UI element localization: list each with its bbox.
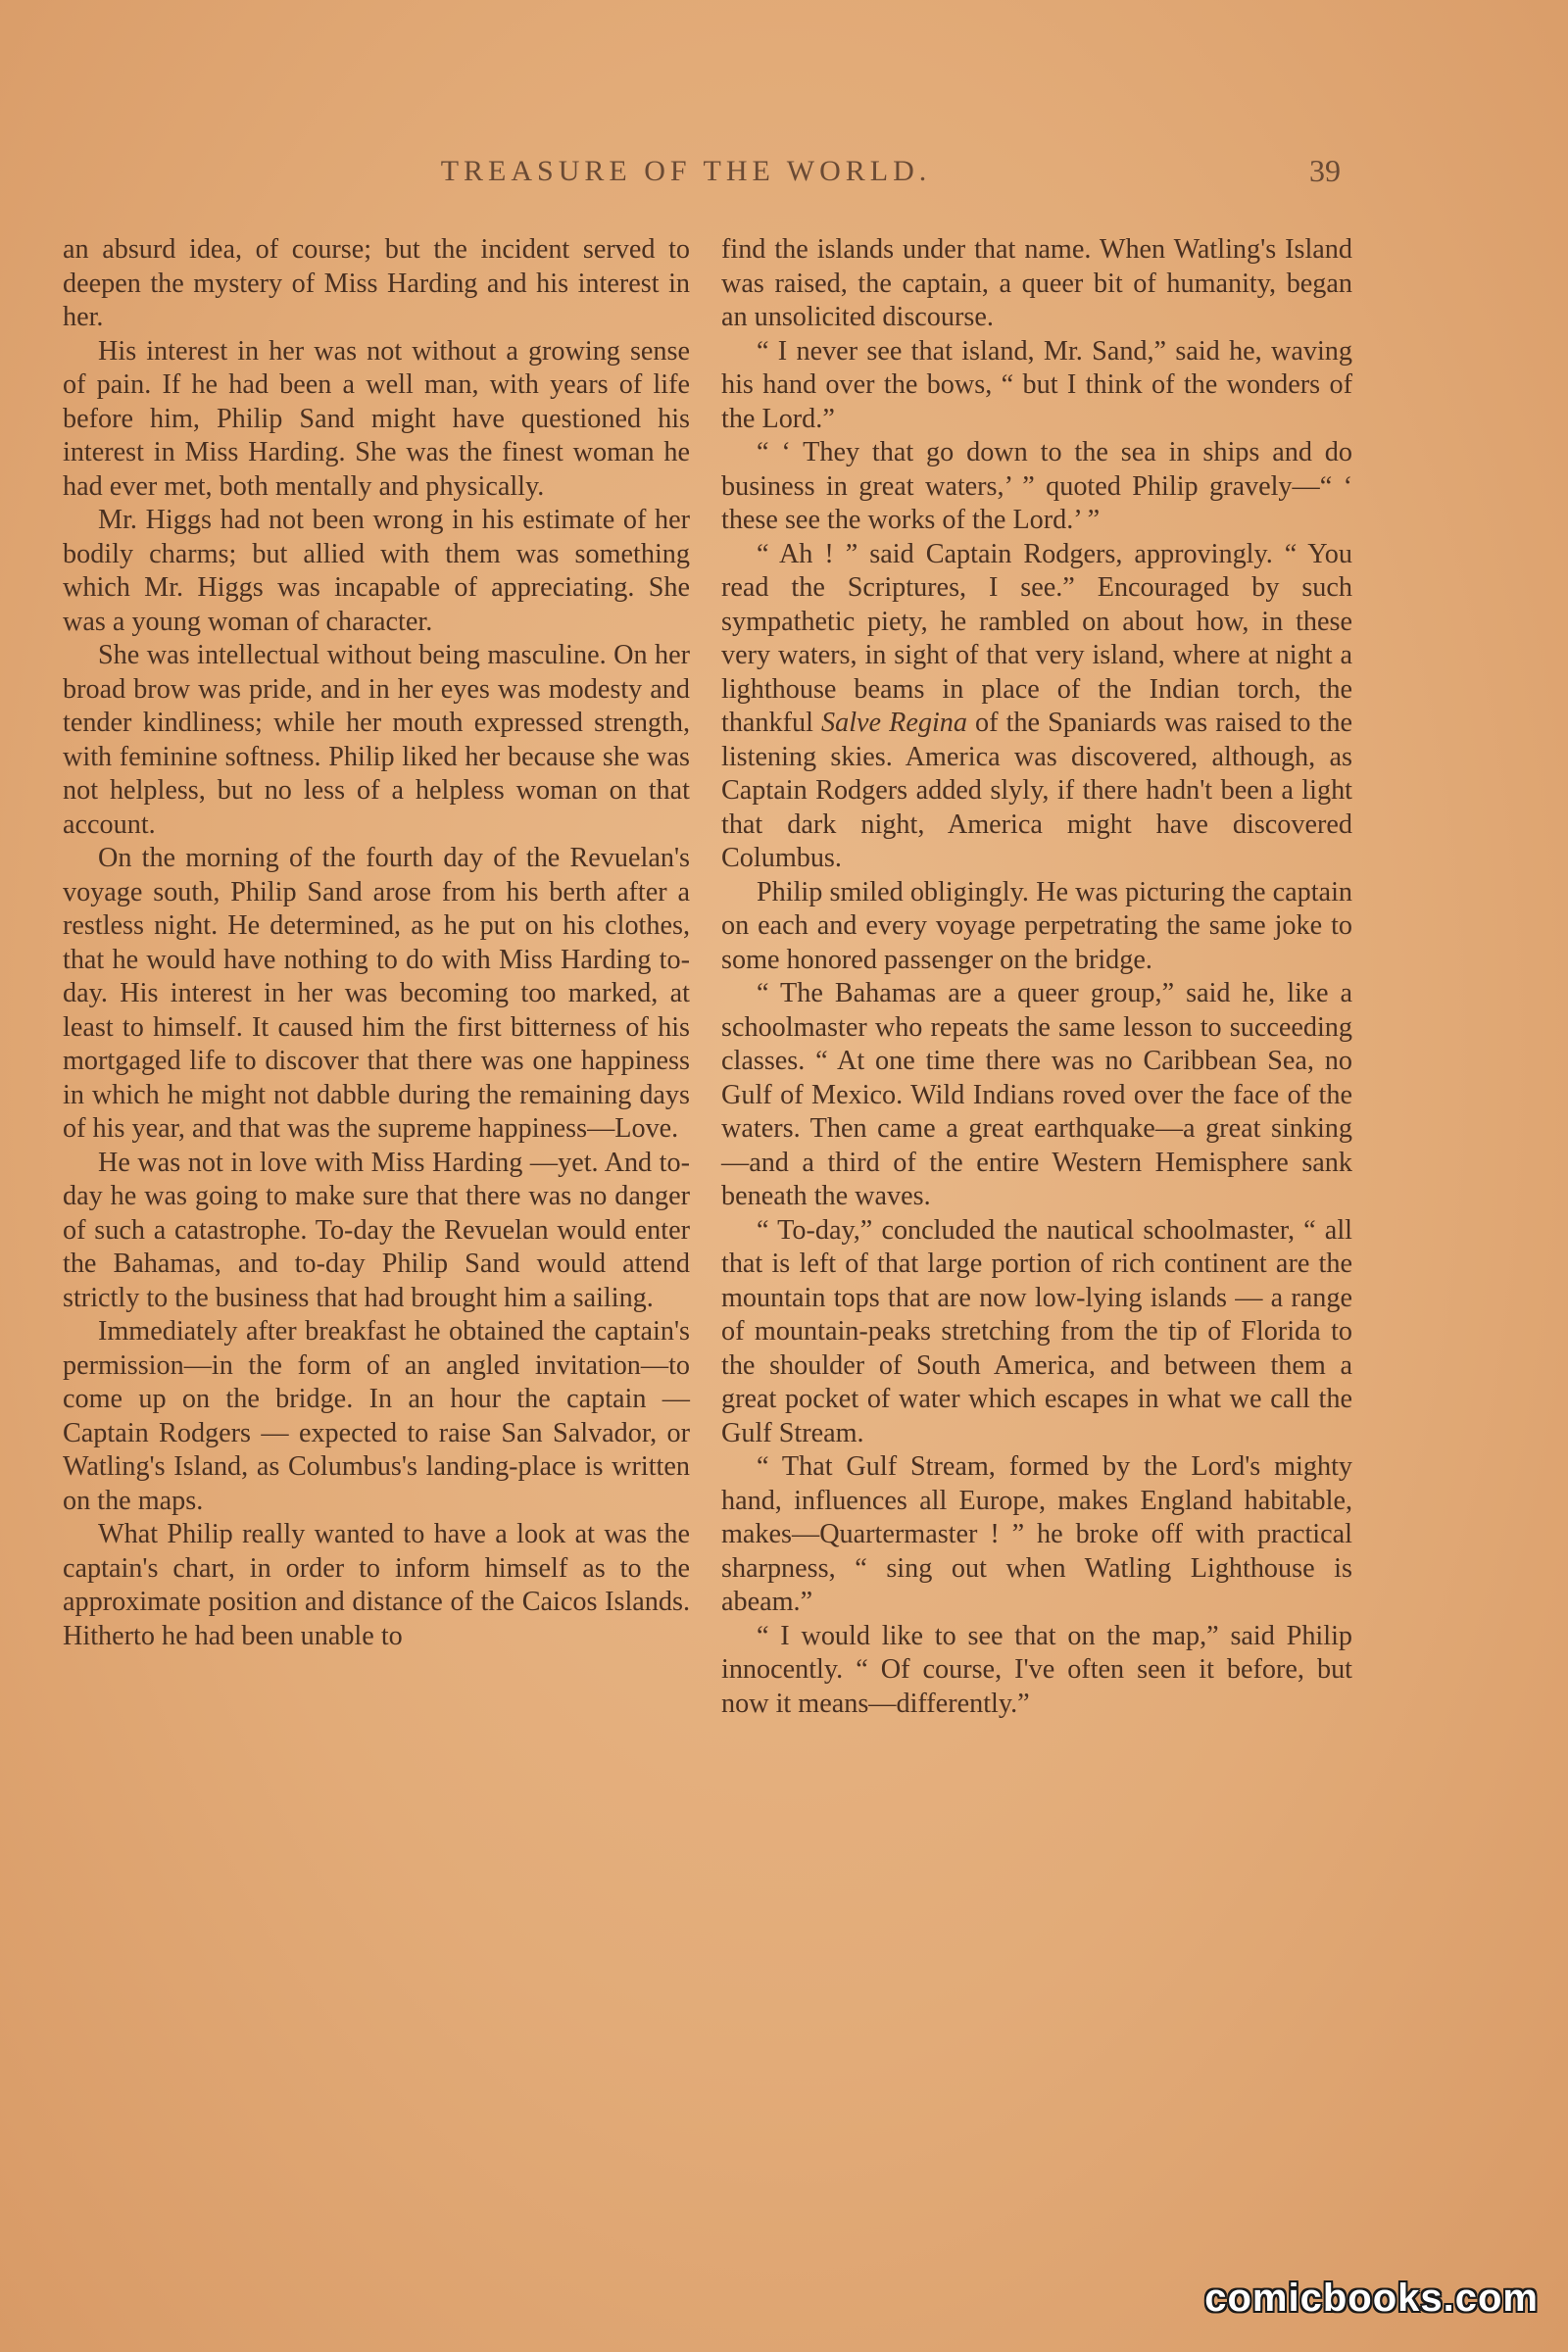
left-text-column — [63, 233, 690, 1653]
paragraph: “ I never see that island, Mr. Sand,” said he, waving his hand over the bows, “ but I think of the wonders of the Lord.” — [721, 335, 1352, 434]
paragraph: an absurd idea, of course; but the incident served to deepen the mystery of Miss Harding and his interest in her. — [63, 234, 690, 332]
paragraph: “ I would like to see that on the map,” said Philip innocently. “ Of course, I've often seen it before, but now it means—differently.” — [721, 1620, 1352, 1719]
paragraph: She was intellectual without being masculine. On her broad brow was pride, and in her eyes was modesty and tender kindliness; while her mouth expressed strength, with feminine softness. Philip liked her because she was not helpless, but no less of a helpless woman on that account. — [63, 640, 690, 840]
paragraph: Immediately after breakfast he obtained the captain's permission—in the form of an angled invitation—to come up on the bridge. In an hour the captain — Captain Rodgers — expected to raise San Salvador, or Watling's Island, as Columbus's landing-place is written on the maps. — [63, 1316, 690, 1516]
paragraph-text: “ Ah ! ” said Captain Rodgers, approvingly. “ You read the Scriptures, I see.” Encouraged by such sympathetic piety, he rambled on about how, in these very waters, in sight of that very island, where at night a lighthouse beams in place of the Indian torch, the thankful — [721, 538, 1352, 738]
paragraph: Mr. Higgs had not been wrong in his estimate of her bodily charms; but allied with them was something which Mr. Higgs was incapable of appreciating. She was a young woman of character. — [63, 505, 690, 637]
italic-phrase: Salve Regina — [821, 708, 967, 738]
paragraph: “ The Bahamas are a queer group,” said he, like a schoolmaster who repeats the same lesson to succeeding classes. “ At one time there was no Caribbean Sea, no Gulf of Mexico. Wild Indians roved over the face of the waters. Then came a great earthquake—a great sinking—and a third of the entire Western Hemisphere sank beneath the waves. — [721, 978, 1352, 1211]
paragraph: On the morning of the fourth day of the Revuelan's voyage south, Philip Sand arose from his berth after a restless night. He determined, as he put on his clothes, that he would have nothing to do with Miss Harding to-day. His interest in her was becoming too marked, at least to himself. It caused him the first bitterness of his mortgaged life to discover that there was one happiness in which he might not dabble during the remaining days of his year, and that was the supreme happiness—Love. — [63, 843, 690, 1144]
paragraph-text-continued: of the Spaniards was raised to the listening skies. America was discovered, although, as Captain Rodgers added slyly, if there hadn't been a light that dark night, America might have discovered Columbus. — [721, 708, 1353, 873]
paragraph — [721, 538, 1352, 876]
paragraph: “ ‘ They that go down to the sea in ships and do business in great waters,’ ” quoted Philip gravely—“ ‘ these see the works of the Lord.’ ” — [721, 437, 1352, 535]
right-text-column — [721, 233, 1352, 1721]
paragraph: Philip smiled obligingly. He was picturing the captain on each and every voyage perpetrating the same joke to some honored passenger on the bridge. — [721, 876, 1352, 975]
paragraph: find the islands under that name. When Watling's Island was raised, the captain, a queer bit of humanity, began an unsolicited discourse. — [721, 234, 1352, 332]
paragraph: “ That Gulf Stream, formed by the Lord's mighty hand, influences all Europe, makes England habitable, makes—Quartermaster ! ” he broke off with practical sharpness, “ sing out when Watling Lighthouse is abeam.” — [721, 1451, 1352, 1617]
paragraph: He was not in love with Miss Harding —yet. And to-day he was going to make sure that there was no danger of such a catastrophe. To-day the Revuelan would enter the Bahamas, and to-day Philip Sand would attend strictly to the business that had brought him a sailing. — [63, 1147, 690, 1313]
paragraph: His interest in her was not without a growing sense of pain. If he had been a well man, with years of life before him, Philip Sand might have questioned his interest in Miss Harding. She was the finest woman he had ever met, both mentally and physically. — [63, 335, 690, 502]
paragraph: “ To-day,” concluded the nautical schoolmaster, “ all that is left of that large portion of rich continent are the mountain tops that are now low-lying islands — a range of mountain-peaks stretching from the tip of Florida to the shoulder of South America, and between them a great pocket of water which escapes in what we call the Gulf Stream. — [721, 1214, 1352, 1448]
watermark-logo: comicbooks.com — [1204, 2277, 1539, 2320]
running-title: TREASURE OF THE WORLD. — [440, 155, 932, 187]
paragraph: What Philip really wanted to have a look at was the captain's chart, in order to inform himself as to the approximate position and distance of the Caicos Islands. Hitherto he had been unable to — [63, 1519, 690, 1651]
page-number: 39 — [1309, 153, 1341, 188]
